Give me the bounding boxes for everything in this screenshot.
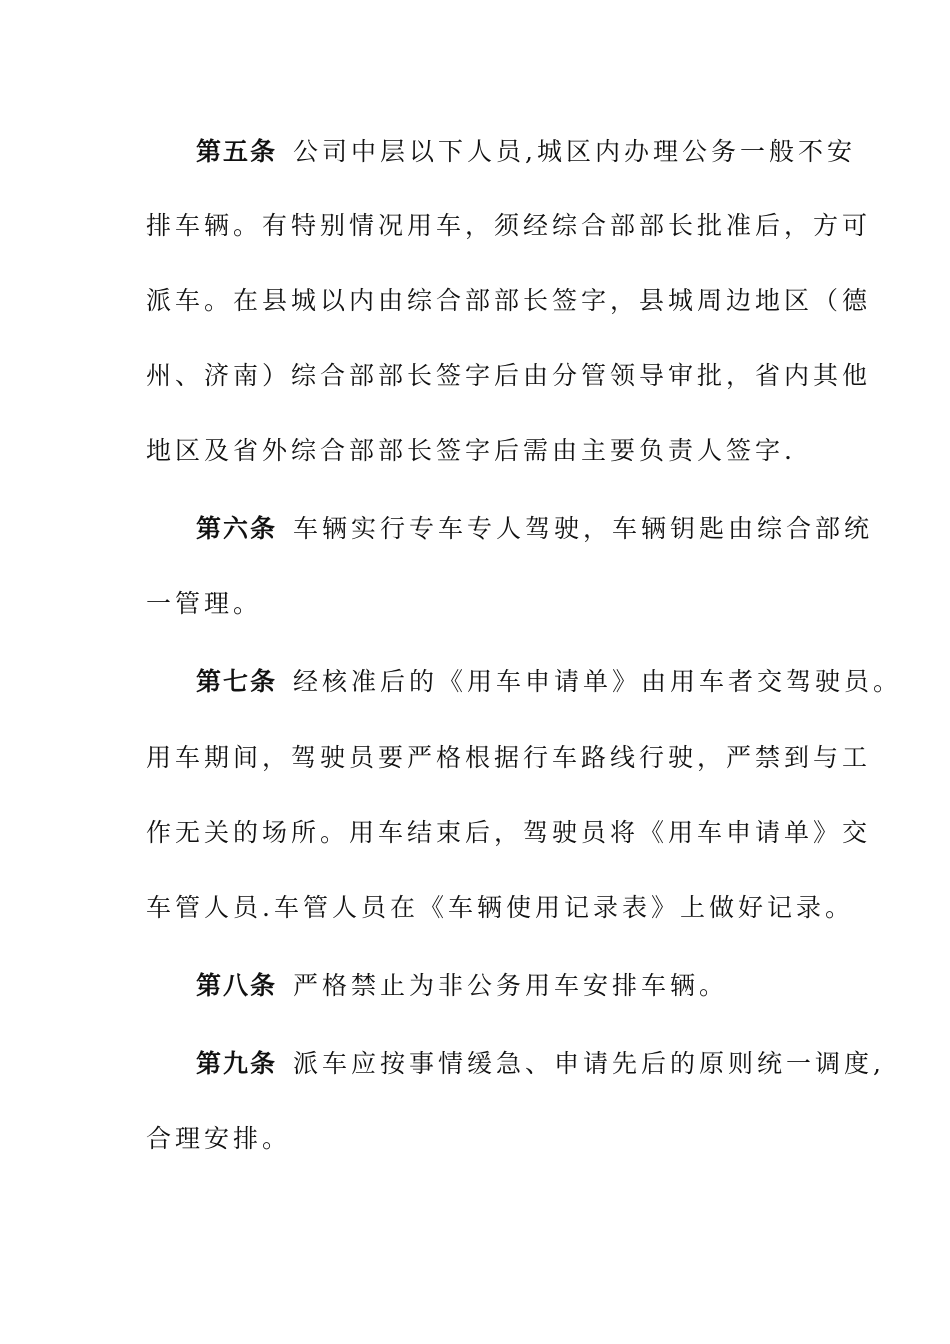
article-6-heading: 第六条 (196, 514, 278, 543)
article-8-heading: 第八条 (196, 971, 278, 1000)
article-5-line-5: 地区及省外综合部部长签字后需由主要负责人签字. (146, 436, 796, 465)
article-6-line-1 (196, 509, 873, 549)
article-9-heading: 第九条 (196, 1049, 278, 1078)
article-6-line-2: 一管理。 (146, 589, 263, 618)
article-6-text: 车辆实行专车专人驾驶，车辆钥匙由综合部统 (293, 514, 874, 543)
article-7-line-4: 车管人员.车管人员在《车辆使用记录表》上做好记录。 (146, 893, 854, 922)
article-7-heading: 第七条 (196, 667, 278, 696)
article-9-text: 派车应按事情缓急、申请先后的原则统一调度, (293, 1049, 885, 1078)
article-9-line-1 (196, 1044, 885, 1084)
article-7-line-3: 作无关的场所。用车结束后，驾驶员将《用车申请单》交 (146, 818, 872, 847)
article-5-heading: 第五条 (196, 137, 278, 166)
article-8-text: 严格禁止为非公务用车安排车辆。 (293, 971, 729, 1000)
article-5-text: 公司中层以下人员,城区内办理公务一般不安 (293, 137, 856, 166)
article-7-text: 经核准后的《用车申请单》由用车者交驾驶员。 (293, 667, 903, 696)
article-9-line-2: 合理安排。 (146, 1124, 292, 1153)
article-5-line-2: 排车辆。有特别情况用车，须经综合部部长批准后，方可 (146, 211, 872, 240)
article-5-line-4: 州、济南）综合部部长签字后由分管领导审批，省内其他 (146, 361, 872, 390)
article-7-line-1 (196, 662, 902, 702)
article-7-line-2: 用车期间，驾驶员要严格根据行车路线行驶，严禁到与工 (146, 743, 872, 772)
article-5-line-3: 派车。在县城以内由综合部部长签字，县城周边地区（德 (146, 286, 872, 315)
article-8-line-1 (196, 966, 728, 1006)
article-5-line-1 (196, 132, 856, 172)
